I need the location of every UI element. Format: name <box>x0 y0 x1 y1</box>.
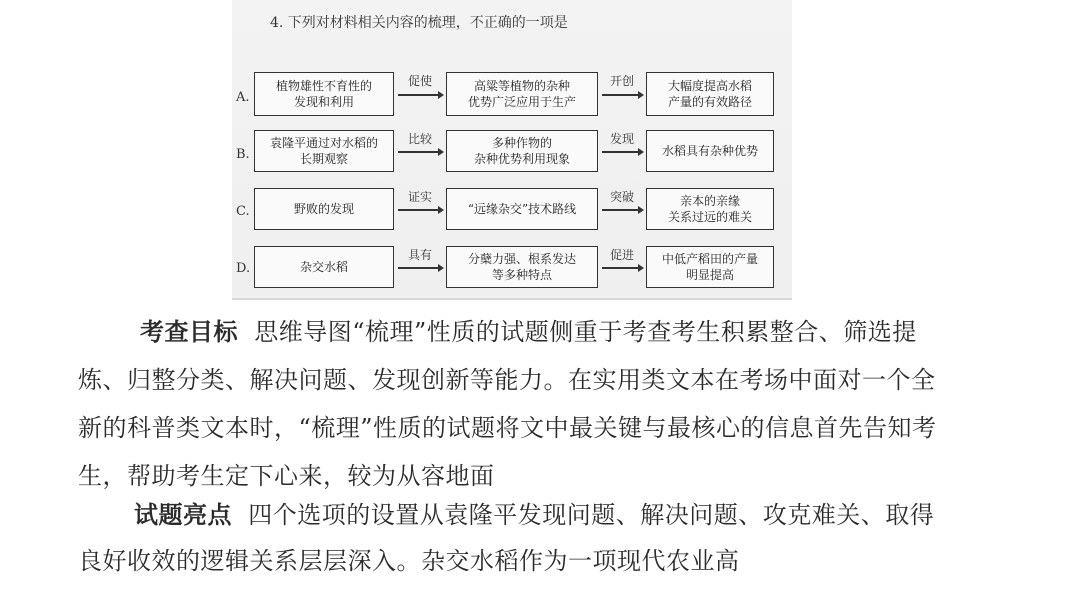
paragraph-highlights <box>78 492 958 584</box>
option-a-box1: 植物雄性不育性的 发现和利用 <box>254 72 394 116</box>
option-letter-a: A. <box>236 90 250 105</box>
option-d-box1: 杂交水稻 <box>254 246 394 288</box>
option-c-box1: 野败的发现 <box>254 188 394 230</box>
option-d-arrow2-label: 促进 <box>610 248 635 262</box>
option-a-arrow2-label: 开创 <box>610 74 635 88</box>
option-a-box2: 高粱等植物的杂种 优势广泛应用于生产 <box>446 72 598 116</box>
arrow-icon <box>398 94 442 96</box>
arrow-icon <box>398 209 442 211</box>
option-c-arrow1-label: 证实 <box>408 190 433 204</box>
option-b-box1: 袁隆平通过对水稻的 长期观察 <box>254 130 394 172</box>
divider <box>232 298 792 300</box>
option-d-arrow1-label: 具有 <box>408 248 433 262</box>
section-heading-objective: 考查目标 <box>140 317 238 346</box>
option-letter-b: B. <box>236 147 250 162</box>
paragraph-exam-objective <box>78 308 958 500</box>
arrow-icon <box>602 209 642 211</box>
option-b-arrow1-label: 比较 <box>408 132 433 146</box>
arrow-icon <box>398 151 442 153</box>
question-title: 4. 下列对材料相关内容的梳理，不正确的一项是 <box>270 15 568 31</box>
arrow-icon <box>602 267 642 269</box>
option-c-box3: 亲本的亲缘 关系过远的难关 <box>646 188 774 230</box>
option-d-box2: 分蘖力强、根系发达 等多种特点 <box>446 246 598 288</box>
section-heading-highlights: 试题亮点 <box>134 500 232 529</box>
option-a-arrow1-label: 促使 <box>408 74 433 88</box>
mind-map-diagram <box>232 68 792 298</box>
option-a-box3: 大幅度提高水稻 产量的有效路径 <box>646 72 774 116</box>
option-b-box2: 多种作物的 杂种优势利用现象 <box>446 130 598 172</box>
option-letter-c: C. <box>236 204 250 219</box>
arrow-icon <box>398 267 442 269</box>
section-text-highlights: 四个选项的设置从袁隆平发现问题、解决问题、攻克难关、取得良好收效的逻辑关系层层深入。杂交水稻作为一项现代农业高 <box>78 501 935 575</box>
section-text-objective: 思维导图“梳理”性质的试题侧重于考查考生积累整合、筛选提炼、归整分类、解决问题、发现创新等能力。在实用类文本在考场中面对一个全新的科普类文本时，“梳理”性质的试题将文中最关键与最核心的信息首先告知考生，帮助考生定下心来，较为从容地面 <box>78 318 937 490</box>
option-d-box3: 中低产稻田的产量 明显提高 <box>646 246 774 288</box>
arrow-icon <box>602 94 642 96</box>
option-c-box2: “远缘杂交”技术路线 <box>446 188 598 230</box>
option-letter-d: D. <box>236 261 251 276</box>
arrow-icon <box>602 151 642 153</box>
option-c-arrow2-label: 突破 <box>610 190 635 204</box>
option-b-arrow2-label: 发现 <box>610 132 635 146</box>
option-b-box3: 水稻具有杂种优势 <box>646 130 774 172</box>
